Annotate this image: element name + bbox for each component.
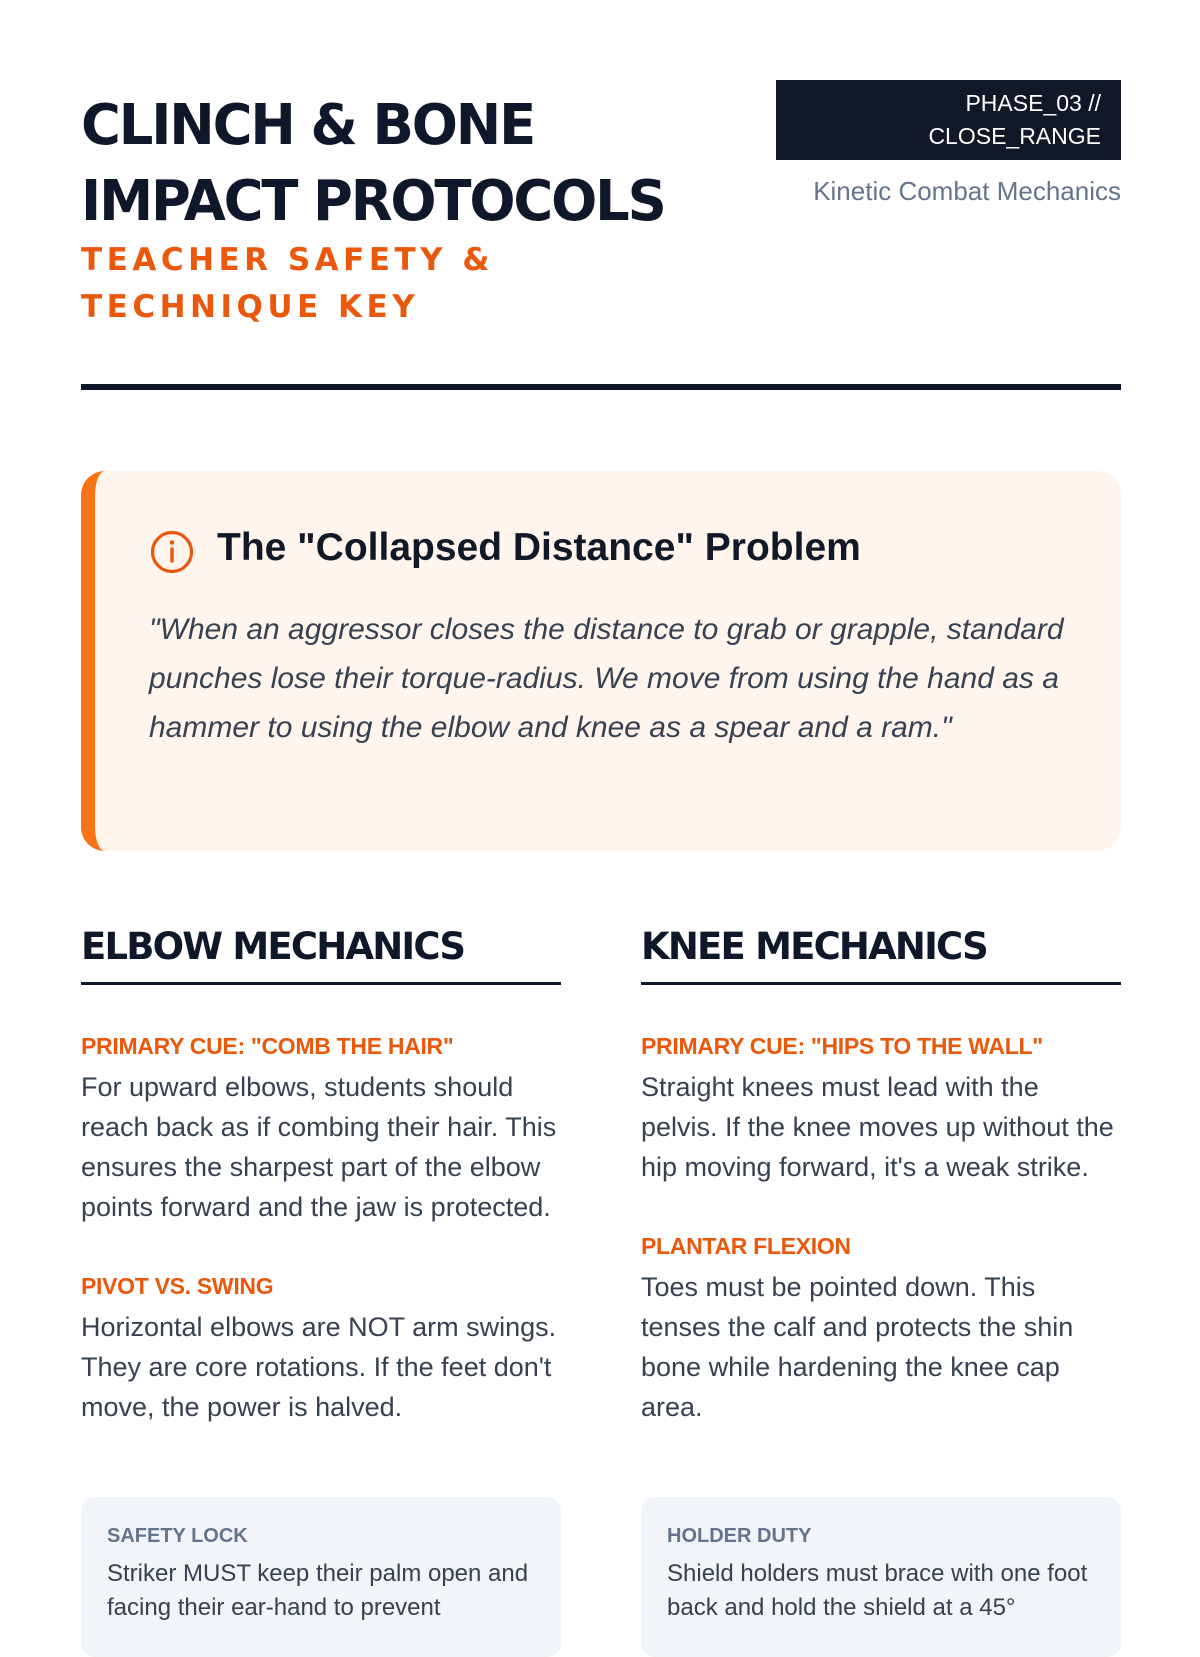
header-divider — [81, 384, 1121, 390]
note-body: Shield holders must brace with one foot back and hold the shield at a 45° — [667, 1560, 1088, 1621]
cue-title: PRIMARY CUE: "COMB THE HAIR" — [81, 1033, 454, 1059]
elbow-cue-comb-the-hair — [81, 1029, 561, 1227]
callout-quote: "When an aggressor closes the distance to grab or grapple, standard punches lose their torque-radius. We move from using the hand as a hammer to using the elbow and knee as a spear and a ram." — [149, 613, 1064, 744]
info-circle-icon — [149, 529, 195, 575]
note-title: HOLDER DUTY — [667, 1525, 812, 1547]
cue-body: Toes must be pointed down. This tenses the calf and protects the shin bone while hardening the knee cap area. — [641, 1272, 1074, 1422]
phase-tag-line-2: CLOSE_RANGE — [928, 123, 1101, 149]
page-header — [81, 80, 1121, 390]
knee-cue-plantar-flexion — [641, 1229, 1121, 1427]
knee-heading-divider — [641, 982, 1121, 985]
knee-mechanics-heading: KNEE MECHANICS — [641, 925, 987, 968]
knee-mechanics-column — [641, 920, 1121, 1427]
elbow-cue-pivot-vs-swing — [81, 1269, 561, 1427]
knee-cue-hips-to-the-wall — [641, 1029, 1121, 1187]
cue-body: Straight knees must lead with the pelvis. If the knee moves up without the hip moving forward, it's a weak strike. — [641, 1072, 1114, 1182]
page-subtitle: TEACHER SAFETY & TECHNIQUE KEY — [81, 242, 494, 325]
holder-duty-note — [641, 1497, 1121, 1657]
collapsed-distance-callout — [81, 471, 1121, 851]
tagline: Kinetic Combat Mechanics — [813, 176, 1121, 206]
cue-title: PIVOT VS. SWING — [81, 1273, 274, 1299]
callout-heading: The "Collapsed Distance" Problem — [217, 526, 861, 569]
cue-title: PLANTAR FLEXION — [641, 1233, 851, 1259]
page-title — [81, 88, 702, 240]
elbow-mechanics-heading: ELBOW MECHANICS — [81, 925, 465, 968]
cue-title: PRIMARY CUE: "HIPS TO THE WALL" — [641, 1033, 1043, 1059]
phase-tag — [776, 80, 1121, 160]
title-line-1: CLINCH & BONE — [81, 93, 535, 158]
elbow-heading-divider — [81, 982, 561, 985]
cue-body: For upward elbows, students should reach back as if combing their hair. This ensures the sharpest part of the elbow points forward and the jaw is protected. — [81, 1072, 557, 1222]
title-line-2: IMPACT PROTOCOLS — [81, 169, 665, 234]
elbow-mechanics-column — [81, 920, 561, 1427]
handout-page — [81, 0, 1121, 1621]
cue-body: Horizontal elbows are NOT arm swings. They are core rotations. If the feet don't move, the power is halved. — [81, 1312, 557, 1422]
safety-lock-note — [81, 1497, 561, 1657]
note-title: SAFETY LOCK — [107, 1525, 248, 1547]
phase-tag-line-1: PHASE_03 // — [965, 90, 1101, 116]
note-body: Striker MUST keep their palm open and facing their ear-hand to prevent — [107, 1560, 529, 1621]
